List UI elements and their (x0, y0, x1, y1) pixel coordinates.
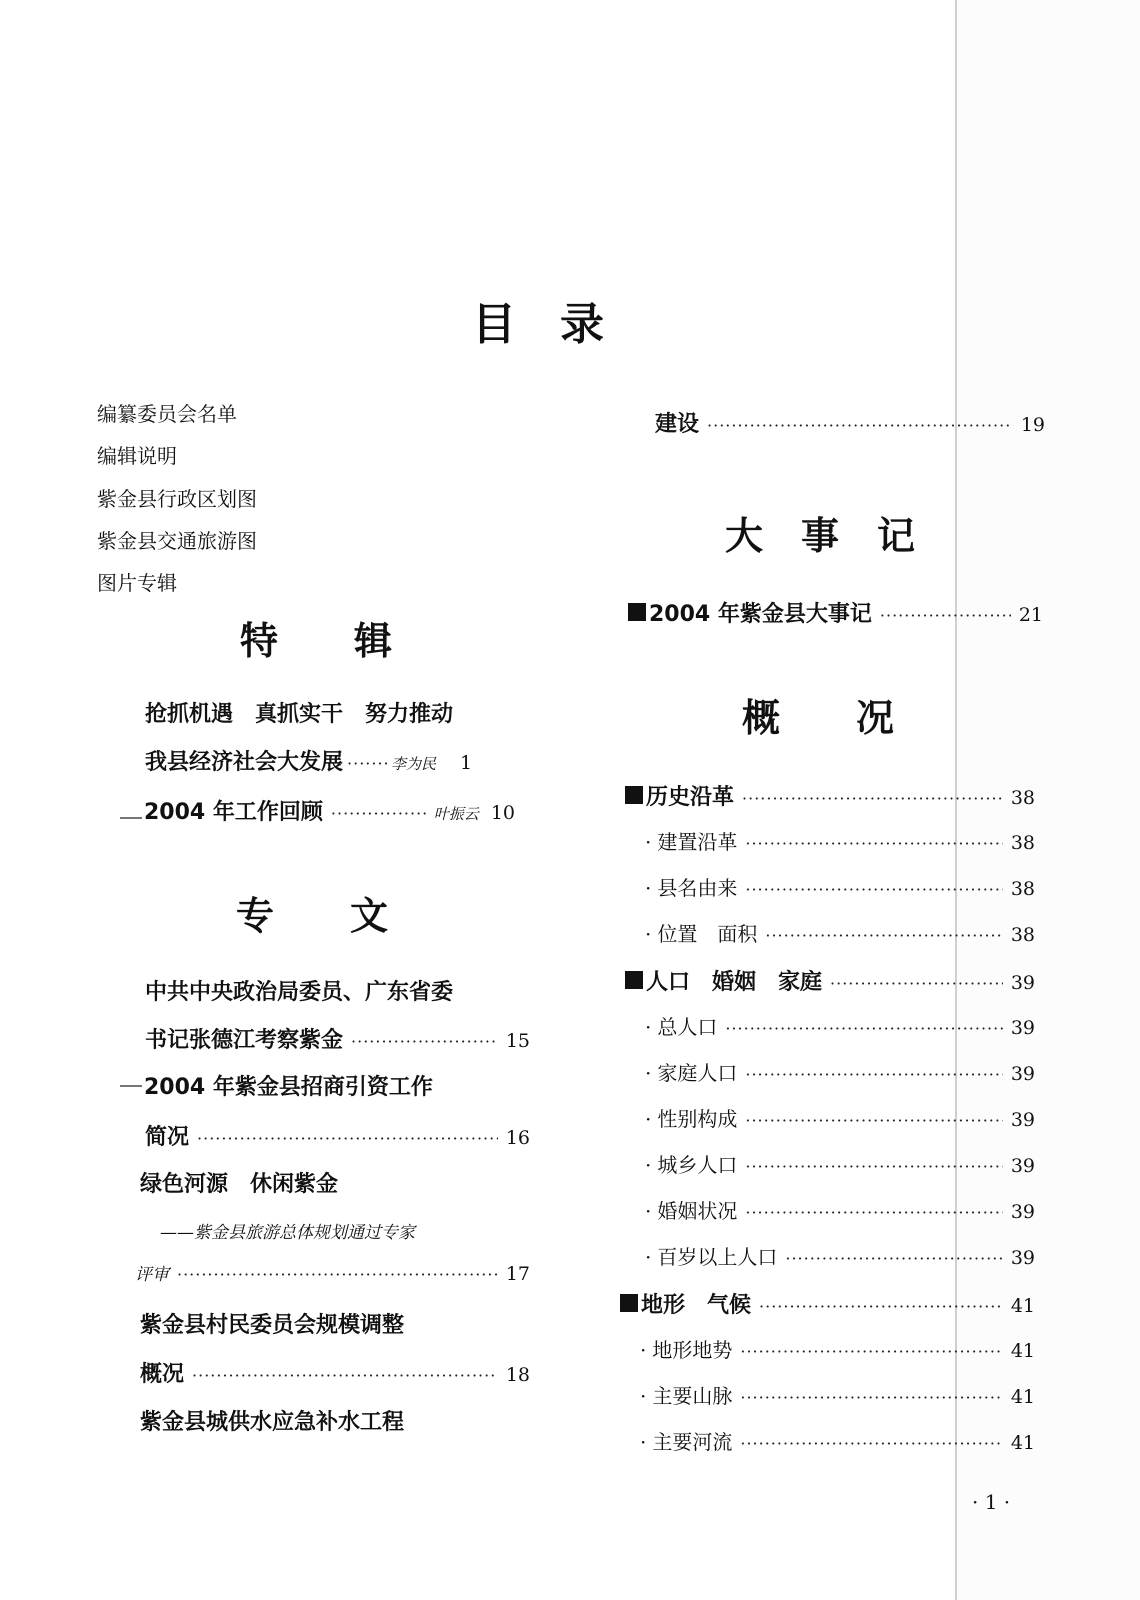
section-heading-events: 大 事 记 (725, 514, 916, 558)
toc-subentry[interactable] (645, 1057, 1035, 1086)
toc-page-number: 38 (1010, 924, 1035, 946)
toc-subentry[interactable] (645, 1241, 1035, 1270)
toc-entry-title: 主要山脉 (652, 1384, 733, 1408)
dot-leader (830, 974, 1003, 993)
toc-page-number: 41 (1010, 1295, 1035, 1317)
toc-subentry[interactable] (640, 1380, 1035, 1409)
toc-page-number: 21 (1018, 604, 1043, 626)
dot-leader (707, 416, 1013, 435)
dot-leader (331, 804, 426, 823)
front-matter-item: 编纂委员会名单 (97, 402, 237, 426)
dot-bullet-icon: · (645, 1199, 652, 1223)
toc-subentry[interactable] (640, 1334, 1035, 1363)
toc-entry[interactable] (135, 1260, 530, 1285)
toc-entry[interactable] (145, 745, 515, 776)
toc-author: 叶振云 (433, 805, 479, 823)
toc-entry-title: 概况 (140, 1362, 185, 1387)
toc-page-number: 17 (505, 1263, 530, 1285)
dot-bullet-icon: · (640, 1430, 647, 1454)
toc-subentry[interactable] (645, 1103, 1035, 1132)
toc-page-number: 39 (1010, 1109, 1035, 1131)
toc-entry-line: 中共中央政治局委员、广东省委 (145, 980, 454, 1005)
square-bullet-icon (625, 971, 643, 989)
dot-leader (745, 834, 1002, 853)
toc-entry-title: 地形 气候 (641, 1293, 752, 1318)
toc-entry[interactable] (628, 597, 1043, 628)
toc-subentry[interactable] (645, 872, 1035, 901)
dot-leader (745, 880, 1002, 899)
toc-page-number: 16 (505, 1127, 530, 1149)
toc-subentry[interactable] (640, 1426, 1035, 1455)
dot-leader (880, 606, 1011, 625)
dot-bullet-icon: · (640, 1338, 647, 1362)
dot-bullet-icon: · (645, 1107, 652, 1131)
toc-page-number: 18 (505, 1364, 530, 1386)
toc-entry-line: 抢抓机遇 真抓实干 努力推动 (145, 702, 454, 727)
dot-bullet-icon: · (645, 1061, 652, 1085)
toc-entry[interactable] (140, 1357, 530, 1388)
front-matter-item: 紫金县行政区划图 (97, 487, 257, 511)
front-matter-item: 编辑说明 (97, 444, 177, 468)
toc-entry-title: 建置沿革 (657, 830, 738, 854)
dot-leader (347, 754, 387, 773)
page-title: 目 录 (472, 299, 604, 350)
toc-entry-title: 历史沿革 (646, 785, 735, 810)
toc-entry-line: 紫金县村民委员会规模调整 (140, 1313, 405, 1338)
toc-entry[interactable] (145, 1120, 530, 1151)
toc-subentry[interactable] (645, 918, 1035, 947)
dot-leader (740, 1388, 1002, 1407)
square-bullet-icon (625, 786, 643, 804)
square-bullet-icon (620, 1294, 638, 1312)
toc-author: 李为民 (391, 755, 437, 773)
toc-subentry[interactable] (645, 1195, 1035, 1224)
section-heading-special: 特 辑 (240, 619, 393, 663)
toc-page-number: 38 (1010, 832, 1035, 854)
dot-leader (745, 1111, 1002, 1130)
dot-leader (742, 789, 1003, 808)
section-heading-overview: 概 况 (742, 696, 895, 740)
section-heading-articles: 专 文 (236, 894, 389, 938)
toc-subentry[interactable] (645, 826, 1035, 855)
dot-leader (177, 1265, 498, 1284)
toc-entry[interactable] (620, 1288, 1035, 1319)
toc-entry-title: 城乡人口 (657, 1153, 738, 1177)
toc-entry-title: 县名由来 (657, 876, 738, 900)
dot-bullet-icon: · (645, 922, 652, 946)
toc-entry-title: 主要河流 (652, 1430, 733, 1454)
toc-subentry[interactable] (645, 1011, 1035, 1040)
toc-entry-title: 总人口 (657, 1015, 718, 1039)
dot-leader (725, 1019, 1002, 1038)
toc-page-number: 39 (1010, 1063, 1035, 1085)
front-matter-item: 紫金县交通旅游图 (97, 529, 257, 553)
toc-page-number: 39 (1010, 1201, 1035, 1223)
toc-page-number: 39 (1010, 972, 1035, 994)
dot-bullet-icon: · (645, 1015, 652, 1039)
toc-entry-title: 2004 年工作回顾 (144, 800, 323, 825)
toc-entry-title: 百岁以上人口 (657, 1245, 778, 1269)
toc-entry[interactable] (625, 780, 1035, 811)
toc-entry-title: 2004 年紫金县大事记 (649, 602, 872, 627)
dot-leader (745, 1203, 1002, 1222)
toc-entry[interactable] (655, 407, 1045, 438)
toc-page-number: 10 (490, 802, 515, 824)
dot-leader (745, 1157, 1002, 1176)
toc-page-number: 41 (1010, 1340, 1035, 1362)
toc-entry-line: 绿色河源 休闲紫金 (140, 1172, 339, 1197)
toc-entry-title: 地形地势 (652, 1338, 733, 1362)
toc-page-number: 1 (459, 752, 473, 774)
toc-entry-line: 紫金县城供水应急补水工程 (140, 1410, 405, 1435)
dot-leader (745, 1065, 1002, 1084)
toc-subentry[interactable] (645, 1149, 1035, 1178)
dot-leader (740, 1434, 1002, 1453)
print-smudge (120, 1085, 142, 1087)
toc-page-number: 39 (1010, 1155, 1035, 1177)
toc-entry[interactable] (145, 1023, 530, 1054)
dot-leader (740, 1342, 1002, 1361)
dot-bullet-icon: · (645, 1153, 652, 1177)
toc-subtitle: ——紫金县旅游总体规划通过专家 (160, 1223, 415, 1243)
toc-page-number: 39 (1010, 1017, 1035, 1039)
toc-page-number: 38 (1010, 787, 1035, 809)
toc-entry[interactable] (625, 965, 1035, 996)
toc-entry-title: 书记张德江考察紫金 (145, 1028, 344, 1053)
dot-leader (192, 1366, 498, 1385)
toc-entry-title: 婚姻状况 (657, 1199, 738, 1223)
toc-entry-title: 简况 (145, 1125, 190, 1150)
dot-leader (785, 1249, 1002, 1268)
toc-page-number: 38 (1010, 878, 1035, 900)
toc-entry-title: 位置 面积 (657, 922, 758, 946)
toc-entry-line (120, 1070, 433, 1101)
dot-bullet-icon: · (640, 1384, 647, 1408)
toc-entry-title: 我县经济社会大发展 (145, 750, 344, 775)
dot-bullet-icon: · (645, 830, 652, 854)
print-smudge (120, 817, 142, 819)
dot-leader (765, 926, 1002, 945)
toc-entry-title: 2004 年紫金县招商引资工作 (144, 1075, 433, 1100)
toc-page-number: 19 (1020, 414, 1045, 436)
toc-entry-title: 性别构成 (657, 1107, 738, 1131)
square-bullet-icon (628, 603, 646, 621)
dot-bullet-icon: · (645, 1245, 652, 1269)
dot-leader (351, 1032, 498, 1051)
toc-entry-title: 评审 (135, 1265, 169, 1285)
toc-page-number: 41 (1010, 1432, 1035, 1454)
dot-leader (759, 1297, 1003, 1316)
dot-leader (197, 1129, 498, 1148)
toc-entry-title: 建设 (655, 412, 700, 437)
toc-entry[interactable] (120, 795, 515, 826)
toc-page-number: 39 (1010, 1247, 1035, 1269)
toc-entry-title: 家庭人口 (657, 1061, 738, 1085)
dot-bullet-icon: · (645, 876, 652, 900)
front-matter-item: 图片专辑 (97, 571, 177, 595)
page-number: · 1 · (972, 1490, 1011, 1514)
toc-entry-title: 人口 婚姻 家庭 (646, 970, 823, 995)
toc-page-number: 41 (1010, 1386, 1035, 1408)
toc-page-number: 15 (505, 1030, 530, 1052)
